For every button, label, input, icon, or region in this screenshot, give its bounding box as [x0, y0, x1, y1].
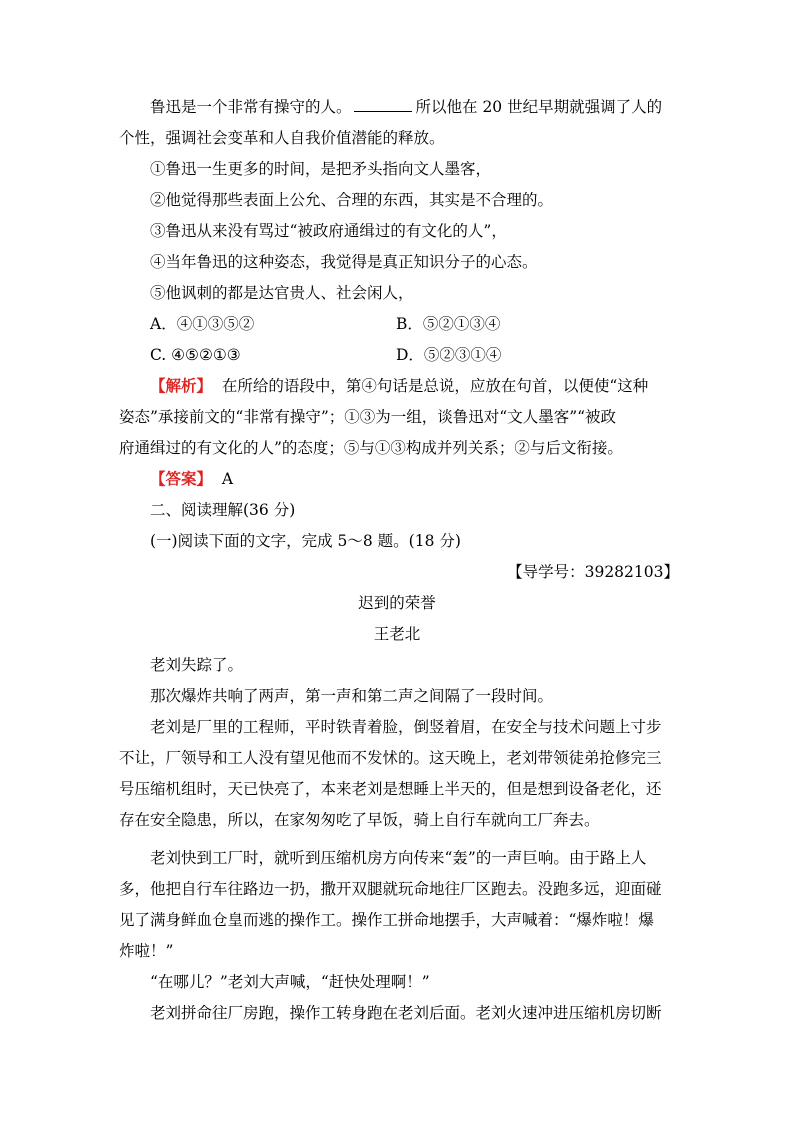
section-subheading: (一)阅读下面的文字，完成 5～8 题。(18 分): [150, 532, 461, 550]
sentence-item-5: ⑤他讽刺的都是达官贵人、社会闲人，: [150, 284, 414, 302]
article-line: 老刘是厂里的工程师，平时铁青着脸，倒竖着眉，在安全与技术问题上寸步: [150, 718, 662, 736]
analysis-tag: 【解析】: [150, 376, 213, 395]
article-line: 老刘拼命往厂房跑，操作工转身跑在老刘后面。老刘火速冲进压缩机房切断: [150, 1004, 662, 1022]
sentence-item-4: ④当年鲁迅的这种姿态，我觉得是真正知识分子的心态。: [150, 253, 538, 271]
article-line: 那次爆炸共响了两声，第一声和第二声之间隔了一段时间。: [150, 687, 554, 705]
article-line: 炸啦！”: [119, 942, 174, 960]
article-line: 见了满身鲜血仓皇而逃的操作工。操作工拼命地摆手，大声喊着：“爆炸啦！爆: [119, 911, 654, 929]
option-a: A．④①③⑤②: [150, 315, 255, 333]
answer-tag: 【答案】: [150, 469, 213, 488]
option-b: B．⑤②①③④: [396, 315, 501, 333]
answer-line: [150, 468, 233, 490]
sentence-item-3: ③鲁迅从来没有骂过“被政府通缉过的有文化的人”，: [150, 222, 507, 240]
answer-blank: [354, 96, 412, 112]
article-line: 老刘快到工厂时，就听到压缩机房方向传来“轰”的一声巨响。由于路上人: [150, 849, 647, 867]
section-heading: 二、阅读理解(36 分): [150, 501, 296, 519]
question-stem-line2: 个性，强调社会变革和人自我价值潜能的释放。: [119, 129, 445, 147]
sentence-item-2: ②他觉得那些表面上公允、合理的东西，其实是不合理的。: [150, 191, 554, 209]
stem-text: 鲁迅是一个非常有操守的人。: [150, 98, 352, 116]
analysis-line3: 府通缉过的有文化的人”的态度；⑤与①③构成并列关系；②与后文衔接。: [119, 439, 623, 457]
article-line: 存在安全隐患，所以，在家匆匆吃了早饭，骑上自行车就向工厂奔去。: [119, 811, 600, 829]
answer-value: A: [221, 470, 234, 488]
analysis-line2: 姿态”承接前文的“非常有操守”；①③为一组，谈鲁迅对“文人墨客”“被政: [119, 408, 617, 426]
article-line: 老刘失踪了。: [150, 656, 244, 674]
article-line: 号压缩机组时，天已快亮了，本来老刘是想睡上半天的，但是想到设备老化，还: [119, 780, 662, 798]
option-d: D．⑤②③①④: [396, 346, 502, 364]
article-line: “在哪儿？”老刘大声喊，“赶快处理啊！”: [150, 973, 430, 991]
article-author: 王老北: [373, 625, 421, 643]
analysis-line1: [150, 375, 648, 397]
stem-text: 所以他在 20 世纪早期就强调了人的: [415, 98, 663, 116]
guide-number: 【导学号：39282103】: [507, 563, 679, 581]
option-c: C. ④⑤②①③: [150, 346, 241, 364]
article-line: 不让，厂领导和工人没有望见他而不发怵的。这天晚上，老刘带领徒弟抢修完三: [119, 749, 662, 767]
article-title: 迟到的荣誉: [358, 594, 436, 612]
article-line: 多，他把自行车往路边一扔，撒开双腿就玩命地往厂区跑去。没跑多远，迎面碰: [119, 880, 662, 898]
sentence-item-1: ①鲁迅一生更多的时间，是把矛头指向文人墨客，: [150, 160, 492, 178]
question-stem-line1: [150, 96, 662, 118]
analysis-text: 在所给的语段中，第④句话是总说，应放在句首，以便使“这种: [221, 377, 649, 395]
